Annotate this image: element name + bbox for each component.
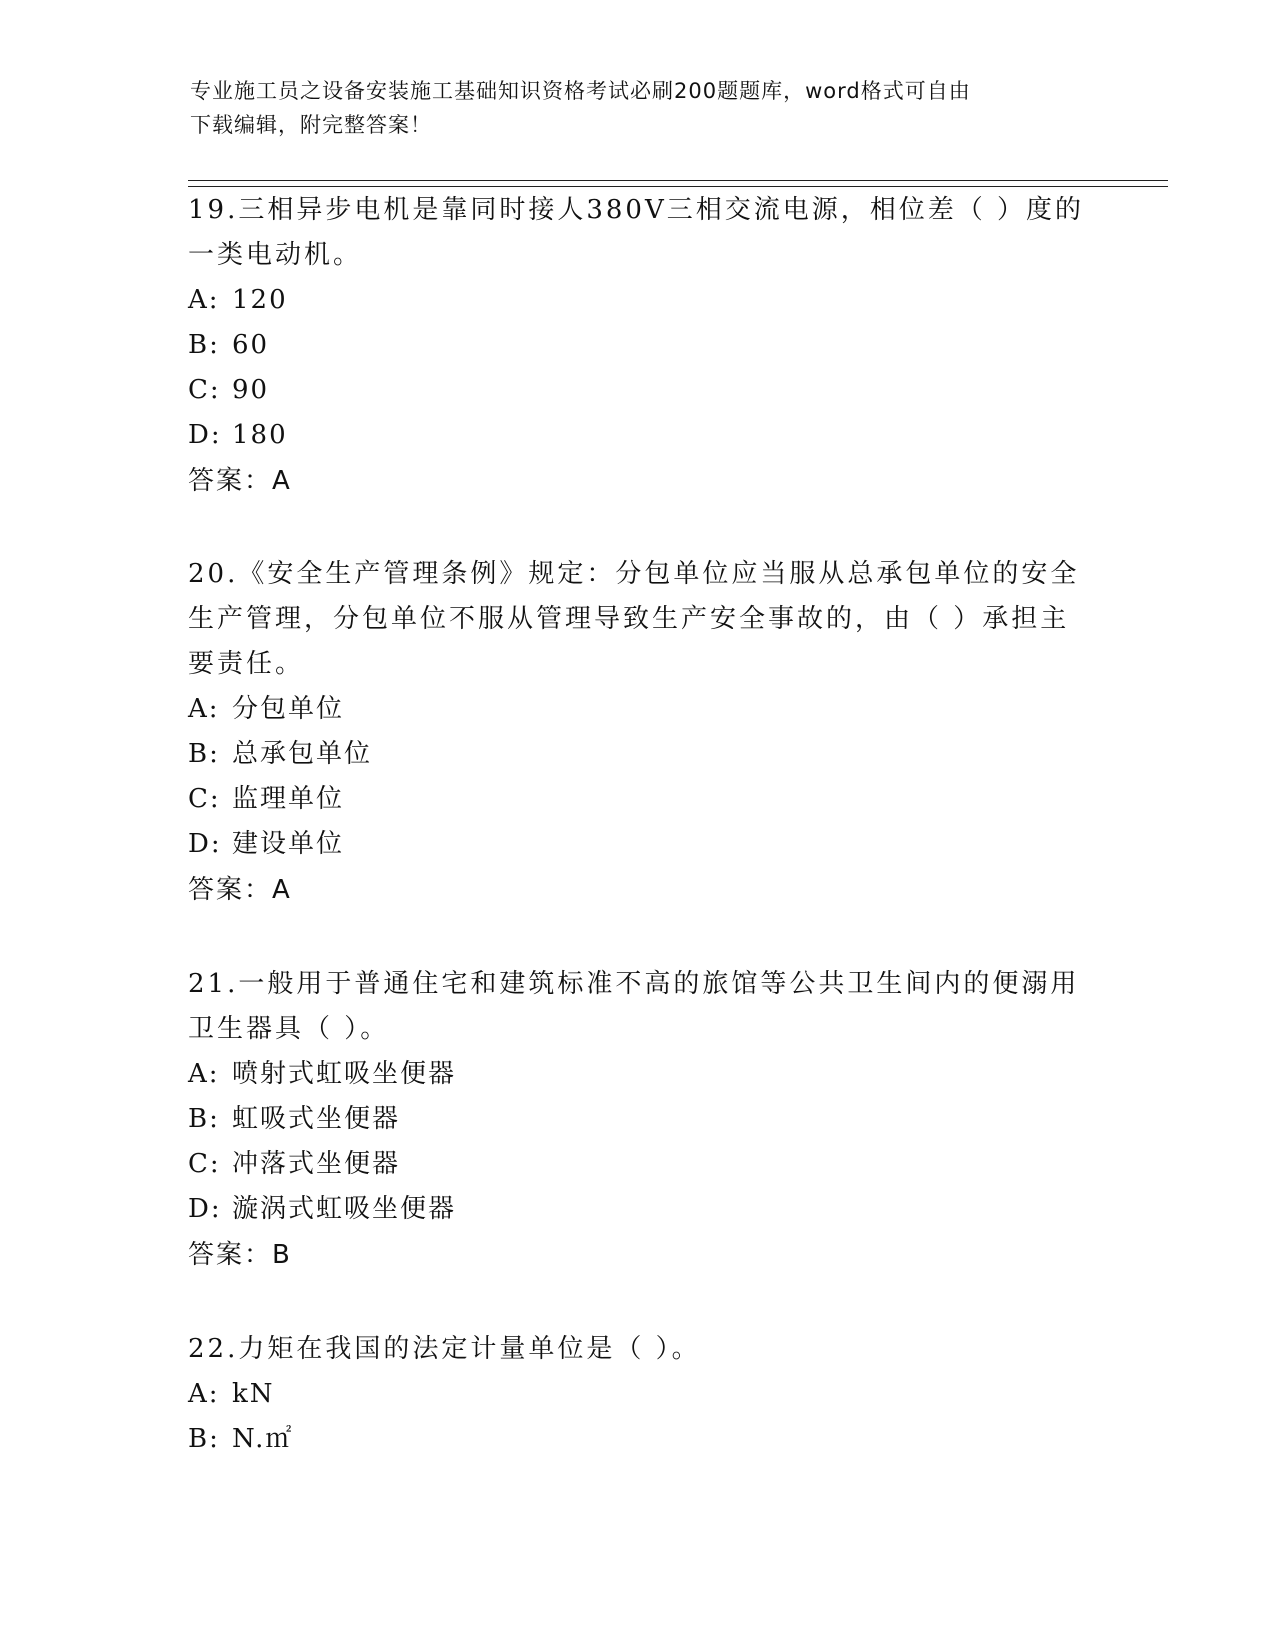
option-text: 监理单位 [232, 784, 345, 814]
option-text: 180 [232, 420, 288, 450]
option-text: kN [232, 1379, 275, 1409]
option-key: A: [188, 285, 220, 315]
option-b [188, 732, 1088, 777]
question-21 [188, 962, 1088, 1278]
option-d [188, 413, 1088, 458]
question-22 [188, 1327, 1088, 1462]
option-key: D: [188, 829, 222, 859]
option-key: D: [188, 420, 222, 450]
answer-line: 答案：A [188, 875, 292, 905]
answer-line: 答案：A [188, 466, 292, 496]
option-text: N.㎡ [232, 1424, 294, 1454]
header-line-1: 专业施工员之设备安装施工基础知识资格考试必刷200题题库，word格式可自由 [190, 79, 971, 103]
option-a [188, 278, 1088, 323]
option-key: A: [188, 694, 220, 724]
option-key: B: [188, 1104, 220, 1134]
answer-line: 答案：B [188, 1240, 292, 1270]
question-stem: 22.力矩在我国的法定计量单位是（ ）。 [188, 1334, 701, 1364]
option-key: B: [188, 739, 220, 769]
document-header [190, 74, 1090, 142]
option-a [188, 1372, 1088, 1417]
option-key: A: [188, 1379, 220, 1409]
option-a [188, 687, 1088, 732]
option-a [188, 1052, 1088, 1097]
option-text: 分包单位 [232, 694, 345, 724]
option-text: 60 [232, 330, 270, 360]
option-text: 总承包单位 [232, 739, 373, 769]
option-text: 漩涡式虹吸坐便器 [232, 1194, 457, 1224]
question-19 [188, 188, 1088, 504]
option-text: 90 [232, 375, 270, 405]
question-stem: 19.三相异步电机是靠同时接人380V三相交流电源，相位差（ ）度的一类电动机。 [188, 195, 1085, 270]
option-text: 冲落式坐便器 [232, 1149, 401, 1179]
header-divider-top [188, 180, 1168, 181]
option-key: A: [188, 1059, 220, 1089]
option-key: B: [188, 1424, 220, 1454]
question-20 [188, 552, 1088, 913]
option-key: B: [188, 330, 220, 360]
header-divider-bottom [188, 186, 1168, 187]
option-text: 建设单位 [232, 829, 345, 859]
option-d [188, 822, 1088, 867]
option-d [188, 1187, 1088, 1232]
header-line-2: 下载编辑，附完整答案！ [190, 113, 432, 137]
question-stem: 20.《安全生产管理条例》规定：分包单位应当服从总承包单位的安全生产管理，分包单位不服从管理导致生产安全事故的，由（ ）承担主要责任。 [188, 559, 1080, 679]
option-key: C: [188, 784, 221, 814]
option-key: C: [188, 375, 221, 405]
option-c [188, 368, 1088, 413]
option-text: 喷射式虹吸坐便器 [232, 1059, 457, 1089]
option-text: 虹吸式坐便器 [232, 1104, 401, 1134]
option-c [188, 777, 1088, 822]
question-stem: 21.一般用于普通住宅和建筑标准不高的旅馆等公共卫生间内的便溺用卫生器具（ ）。 [188, 969, 1080, 1044]
option-text: 120 [232, 285, 288, 315]
option-c [188, 1142, 1088, 1187]
option-key: D: [188, 1194, 222, 1224]
option-b [188, 323, 1088, 368]
option-b [188, 1097, 1088, 1142]
option-key: C: [188, 1149, 221, 1179]
option-b [188, 1417, 1088, 1462]
